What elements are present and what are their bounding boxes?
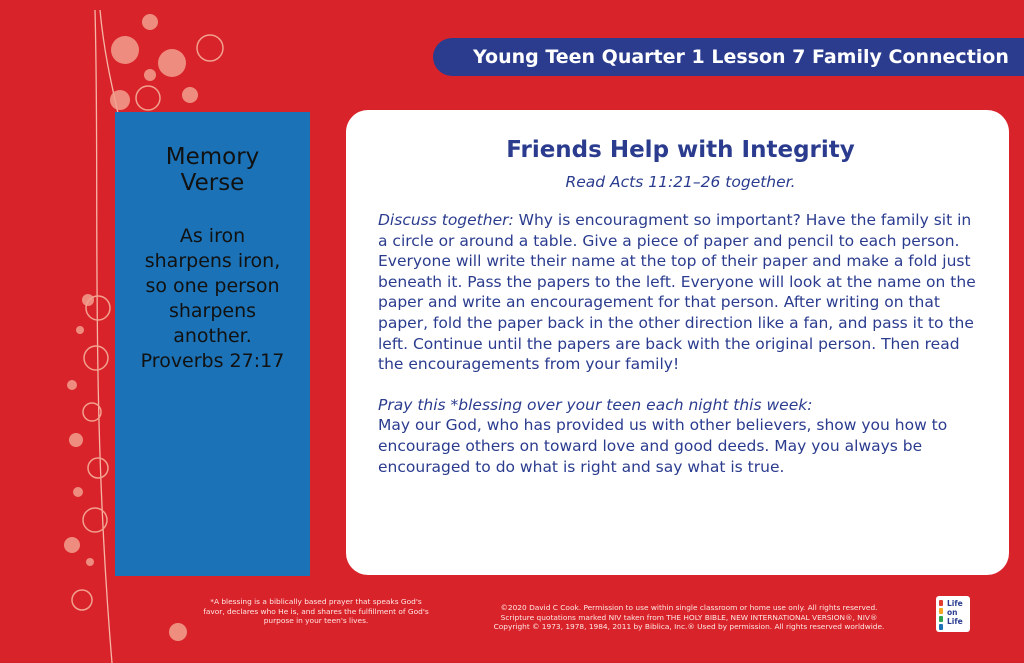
memory-verse-line: As iron bbox=[179, 225, 246, 247]
lesson-header-banner bbox=[433, 38, 1024, 76]
logo-bar bbox=[939, 608, 943, 614]
lesson-header-title: Young Teen Quarter 1 Lesson 7 Family Connection bbox=[473, 46, 1009, 68]
copyright-line: Copyright © 1973, 1978, 1984, 2011 by Biblica, Inc.® Used by permission. All rights reserved worldwide. bbox=[493, 622, 885, 632]
memory-verse-title-line2: Verse bbox=[180, 170, 245, 196]
logo-text bbox=[947, 599, 963, 626]
lesson-title: Friends Help with Integrity bbox=[506, 137, 855, 163]
logo-bar bbox=[939, 600, 943, 606]
prayer-text: May our God, who has provided us with other believers, show you how to encourage others on toward love and good deeds. May you always be encouraged to do what is right and say what is true. bbox=[378, 416, 948, 476]
life-on-life-logo bbox=[936, 596, 970, 632]
lesson-card bbox=[346, 110, 1009, 575]
memory-verse-title bbox=[115, 144, 310, 196]
memory-verse-panel bbox=[115, 112, 310, 576]
discuss-lead: Discuss together: bbox=[378, 211, 514, 229]
discuss-paragraph bbox=[378, 210, 983, 375]
discuss-text: Why is encouragment so important? Have the family sit in a circle or around a table. Give a piece of paper and pencil to each person. Everyone will write their name at the top of their paper and make a fold just beneath it. Pass the papers to the left. Everyone will look at the name on the paper and write an encouragement for that person. After writing on that paper, fold the paper back in the other direction like a fan, and pass it to the left. Continue until the papers are back with the original person. Then read the encouragements from your family! bbox=[378, 211, 976, 374]
logo-bar bbox=[939, 616, 943, 622]
memory-verse-title-line1: Memory bbox=[165, 144, 260, 170]
blessing-footnote: *A blessing is a biblically based prayer that speaks God's favor, declares who He is, and shares the fulfillment of God's purpose in your teen's lives. bbox=[203, 597, 429, 626]
lesson-subtitle: Read Acts 11:21–26 together. bbox=[565, 173, 796, 191]
logo-text-line: on bbox=[947, 608, 958, 617]
prayer-paragraph bbox=[378, 395, 983, 477]
copyright-line: ©2020 David C Cook. Permission to use within single classroom or home use only. All rights reserved. bbox=[500, 603, 878, 612]
memory-verse-text bbox=[115, 224, 310, 374]
memory-verse-reference: Proverbs 27:17 bbox=[140, 350, 285, 372]
logo-text-line: Life bbox=[947, 617, 963, 626]
copyright-line: Scripture quotations marked NIV taken from THE HOLY BIBLE, NEW INTERNATIONAL VERSION®, NIV® bbox=[500, 612, 878, 622]
memory-verse-line: so one person bbox=[145, 275, 280, 297]
logo-color-bars bbox=[939, 600, 943, 632]
memory-verse-line: another. bbox=[173, 325, 252, 347]
memory-verse-line: sharpens iron, bbox=[144, 250, 281, 272]
prayer-lead: Pray this *blessing over your teen each night this week: bbox=[378, 395, 813, 414]
memory-verse-line: sharpens bbox=[168, 300, 257, 322]
logo-bar bbox=[939, 624, 943, 630]
copyright-notice bbox=[450, 603, 928, 632]
logo-text-line: Life bbox=[947, 599, 963, 608]
